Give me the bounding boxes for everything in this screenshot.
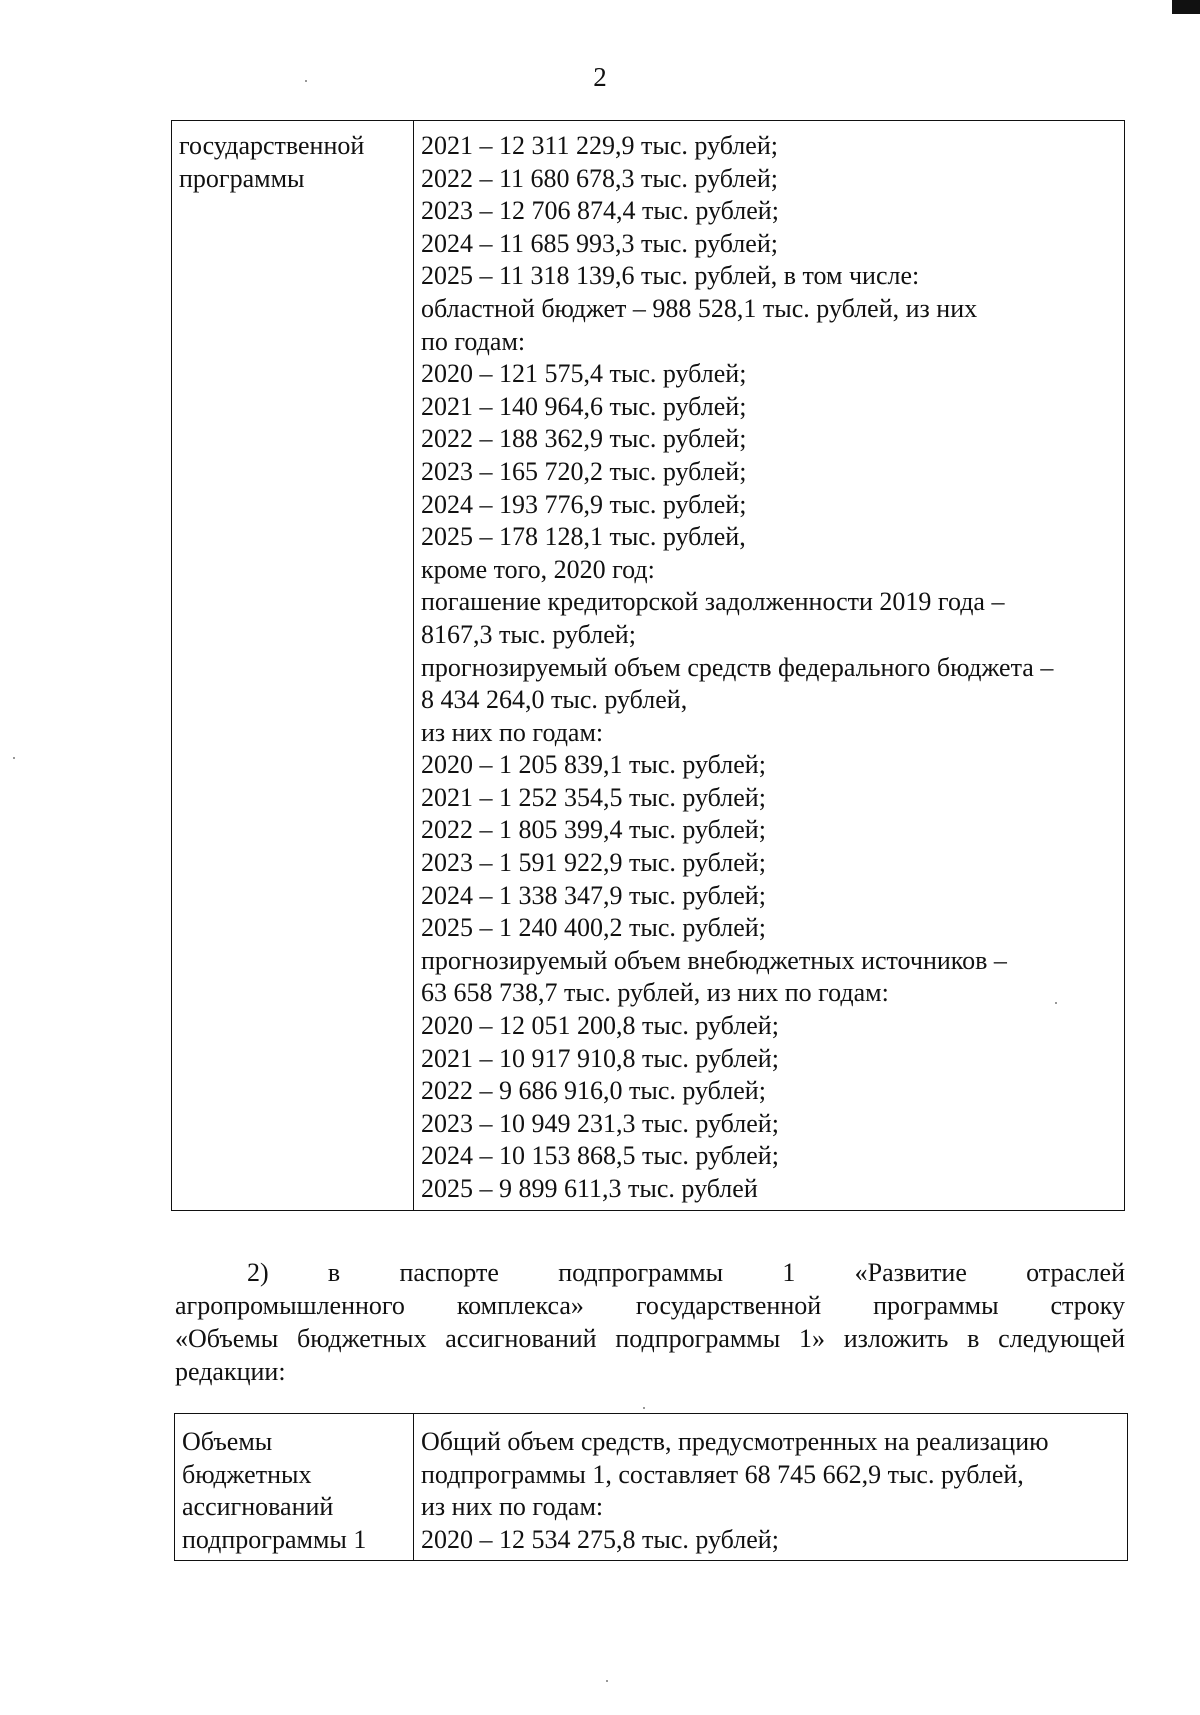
text-line: 2024 – 1 338 347,9 тыс. рублей; [421,880,766,910]
text-line: 2022 – 9 686 916,0 тыс. рублей; [421,1076,766,1106]
table-cell-label [175,1414,414,1561]
scan-speck [643,1407,645,1409]
text-line: 2021 – 10 917 910,8 тыс. рублей; [421,1043,779,1073]
scan-speck [305,80,307,82]
page-number: 2 [593,62,607,92]
text-line: 8167,3 тыс. рублей; [421,619,636,649]
text-line: 8 434 264,0 тыс. рублей, [421,685,688,715]
text-line: 2024 – 193 776,9 тыс. рублей; [421,489,747,519]
text-line: 2023 – 165 720,2 тыс. рублей; [421,456,747,486]
text-line: 2020 – 121 575,4 тыс. рублей; [421,359,747,389]
text-line: Общий объем средств, предусмотренных на реализацию [421,1427,1049,1456]
text-line: 2022 – 11 680 678,3 тыс. рублей; [421,163,778,193]
text-line: подпрограммы 1 [182,1524,367,1554]
text-line: 2020 – 1 205 839,1 тыс. рублей; [421,750,766,780]
text-line: 2023 – 10 949 231,3 тыс. рублей; [421,1108,779,1138]
amendment-paragraph [175,1256,1125,1388]
text-line: областной бюджет – 988 528,1 тыс. рублей, из них [421,293,978,323]
text-line: 2025 – 11 318 139,6 тыс. рублей, в том числе: [421,261,920,291]
text-line: 2022 – 1 805 399,4 тыс. рублей; [421,815,766,845]
text-line: прогнозируемый объем внебюджетных источников – [421,945,1007,975]
table-cell-value [414,1414,1128,1561]
paragraph-line: 2) в паспорте подпрограммы 1 «Развитие отраслей [247,1258,1125,1287]
text-line: 2024 – 10 153 868,5 тыс. рублей; [421,1141,779,1171]
text-line: программы [179,163,305,193]
text-line: 2025 – 178 128,1 тыс. рублей, [421,522,746,552]
text-line: государственной [179,131,365,160]
text-line: бюджетных [182,1459,312,1489]
text-line: 2023 – 12 706 874,4 тыс. рублей; [421,196,779,226]
text-line: 2024 – 11 685 993,3 тыс. рублей; [421,228,778,258]
subprogram-passport-table [174,1413,1128,1561]
paragraph-line: агропромышленного комплекса» государственной программы строку [175,1291,1125,1320]
text-line: по годам: [421,326,526,356]
text-line: 63 658 738,7 тыс. рублей, из них по годам: [421,978,889,1008]
table-cell-value [414,121,1125,1211]
text-line: 2020 – 12 051 200,8 тыс. рублей; [421,1011,779,1041]
text-line: 2021 – 12 311 229,9 тыс. рублей; [421,131,778,160]
scan-corner-mark [1172,0,1200,14]
program-passport-table [171,120,1125,1211]
text-line: 2023 – 1 591 922,9 тыс. рублей; [421,848,766,878]
text-line: погашение кредиторской задолженности 2019 года – [421,587,1005,617]
scan-speck [13,757,15,759]
text-line: из них по годам: [421,1492,604,1522]
text-line: 2025 – 1 240 400,2 тыс. рублей; [421,913,766,943]
scan-speck [1055,1002,1057,1004]
text-line: 2021 – 140 964,6 тыс. рублей; [421,391,747,421]
text-line: прогнозируемый объем средств федерального бюджета – [421,652,1054,682]
table-cell-label [172,121,414,1211]
text-line: подпрограммы 1, составляет 68 745 662,9 тыс. рублей, [421,1459,1024,1489]
table-row [172,121,1125,1211]
text-line: кроме того, 2020 год: [421,554,655,584]
text-line: 2020 – 12 534 275,8 тыс. рублей; [421,1524,779,1554]
scan-speck [606,1680,608,1682]
text-line: ассигнований [182,1492,334,1522]
text-line: из них по годам: [421,717,604,747]
paragraph-line: редакции: [175,1357,286,1386]
table-row [175,1414,1128,1561]
paragraph-line: «Объемы бюджетных ассигнований подпрограммы 1» изложить в следующей [175,1324,1125,1353]
text-line: 2025 – 9 899 611,3 тыс. рублей [421,1174,758,1203]
text-line: 2021 – 1 252 354,5 тыс. рублей; [421,782,766,812]
text-line: 2022 – 188 362,9 тыс. рублей; [421,424,747,454]
text-line: Объемы [182,1427,273,1456]
